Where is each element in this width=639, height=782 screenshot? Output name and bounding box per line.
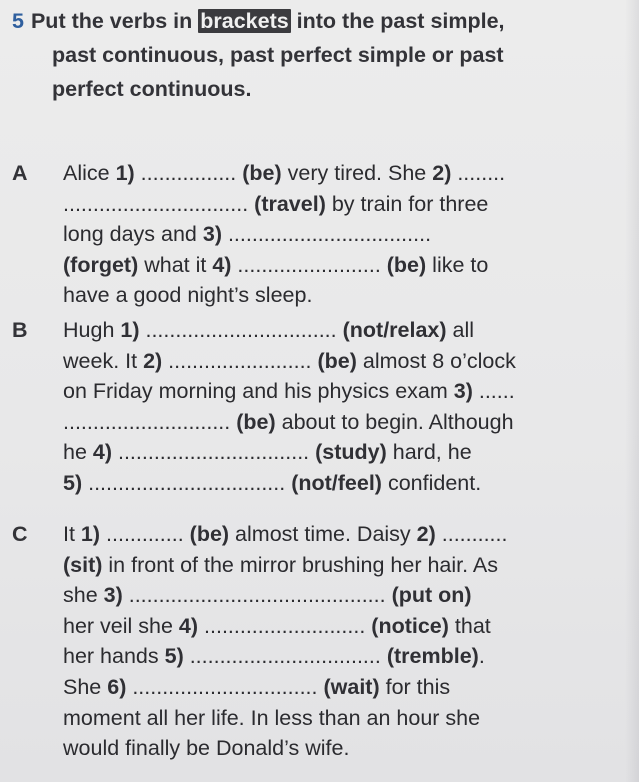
bold-run: 1): [120, 318, 140, 342]
bold-run: 4): [178, 613, 199, 638]
text-run: almost 8 o’clock: [356, 348, 516, 373]
text-run: ...........................................: [122, 583, 392, 608]
exercise-line: [12, 641, 628, 672]
text-run: ......: [472, 379, 515, 404]
exercise-line: [12, 733, 628, 764]
text-run: by train for three: [325, 191, 489, 216]
text-run: She: [63, 674, 108, 699]
exercise-line: [12, 189, 628, 220]
text-run: have a good night’s sleep.: [63, 283, 313, 308]
bold-run: 3): [103, 583, 123, 608]
bold-run: (study): [315, 440, 387, 465]
exercise-line: [12, 468, 628, 499]
exercise-line: [12, 219, 628, 250]
bold-run: 3): [202, 222, 222, 247]
exercise-c: [12, 519, 628, 764]
bold-run: 1): [80, 522, 101, 546]
text-run: long days and: [63, 222, 203, 247]
text-run: .............: [100, 522, 190, 546]
text-run: Hugh: [63, 318, 121, 342]
exercise-line: [12, 280, 628, 311]
text-run: ...........................: [198, 613, 372, 638]
task-number: 5: [12, 9, 24, 33]
exercise-line: [12, 703, 628, 734]
bold-run: 4): [212, 252, 232, 277]
text-run: It: [63, 522, 81, 546]
exercise-b: [12, 315, 628, 499]
text-run: her veil she: [63, 613, 179, 638]
bold-run: 6): [107, 674, 127, 699]
exercise-line: [12, 376, 628, 407]
text-run: that: [448, 613, 491, 638]
text-run: week. It: [63, 348, 144, 373]
text-run: in front of the mirror brushing her hair. As: [102, 552, 498, 577]
text-run: confident.: [381, 470, 482, 495]
text-run: ...........: [435, 522, 508, 546]
text-run: ..................................: [221, 222, 432, 247]
text-run: about to begin. Although: [275, 409, 514, 434]
bold-run: 1): [115, 161, 135, 185]
text-run: ................................: [183, 644, 387, 669]
bold-run: (be): [317, 348, 357, 373]
bold-run: (be): [386, 252, 427, 277]
text-run: Alice: [63, 161, 116, 185]
text-run: would finally be Donald’s wife.: [63, 736, 350, 761]
exercise-line: [12, 672, 628, 703]
bold-run: (be): [189, 522, 230, 546]
text-run: she: [63, 583, 104, 608]
exercise-line: [12, 519, 628, 550]
bold-run: (sit): [63, 552, 103, 577]
exercise-letter: B: [12, 318, 28, 342]
exercise-letter: C: [12, 522, 28, 546]
exercise-a: [12, 158, 628, 311]
exercise-line: [12, 158, 628, 189]
exercise-letter: A: [12, 161, 28, 185]
instruction-highlight: brackets: [200, 9, 289, 33]
text-run: ................................: [139, 318, 343, 342]
bold-run: (not/relax): [342, 318, 447, 342]
bold-run: 2): [416, 522, 436, 546]
text-run: .: [478, 644, 485, 669]
instruction-line-1: [12, 4, 630, 38]
instruction-text-b: into the past simple,: [290, 9, 505, 33]
text-run: hard, he: [386, 440, 472, 465]
bold-run: (be): [242, 161, 282, 185]
text-run: all: [446, 318, 475, 342]
bold-run: (tremble): [386, 644, 479, 669]
task-instruction: [12, 4, 630, 106]
bold-run: 3): [453, 379, 473, 404]
exercise-line: [12, 611, 628, 642]
bold-run: (forget): [63, 252, 139, 277]
text-run: he: [63, 440, 93, 465]
instruction-line-3: perfect continuous.: [52, 77, 252, 101]
bold-run: 5): [63, 470, 83, 495]
bold-run: 2): [432, 161, 452, 185]
text-run: like to: [426, 252, 489, 277]
instruction-text-a: Put the verbs in: [30, 9, 199, 33]
text-run: ........................: [231, 252, 387, 277]
exercise-line: [12, 580, 628, 611]
text-run: for this: [379, 674, 451, 699]
text-run: ...............................: [126, 674, 324, 699]
text-run: .................................: [82, 470, 292, 495]
exercise-line: [12, 315, 628, 346]
exercise-line: [12, 550, 628, 581]
bold-run: 5): [164, 644, 184, 669]
bold-run: (put on): [391, 583, 472, 608]
exercise-line: [12, 250, 628, 281]
text-run: what it: [138, 252, 213, 277]
bold-run: (be): [236, 409, 276, 434]
text-run: ........................: [162, 348, 318, 373]
text-run: ................: [134, 161, 243, 185]
instruction-line-2: past continuous, past perfect simple or past: [52, 43, 504, 67]
text-run: ...............................: [63, 191, 255, 216]
bold-run: 4): [92, 440, 113, 465]
bold-run: 2): [143, 348, 163, 373]
text-run: almost time. Daisy: [229, 522, 417, 546]
text-run: moment all her life. In less than an hour she: [63, 705, 481, 730]
text-run: very tired. She: [281, 161, 433, 185]
bold-run: (notice): [371, 613, 449, 638]
text-run: ........: [451, 161, 506, 185]
text-run: her hands: [63, 644, 165, 669]
exercise-line: [12, 407, 628, 438]
bold-run: (wait): [323, 674, 380, 699]
text-run: ............................: [63, 409, 237, 434]
text-run: on Friday morning and his physics exam: [63, 379, 454, 404]
bold-run: (not/feel): [291, 470, 382, 495]
text-run: ................................: [112, 440, 316, 465]
exercise-line: [12, 346, 628, 377]
exercise-line: [12, 437, 628, 468]
bold-run: (travel): [254, 191, 326, 216]
